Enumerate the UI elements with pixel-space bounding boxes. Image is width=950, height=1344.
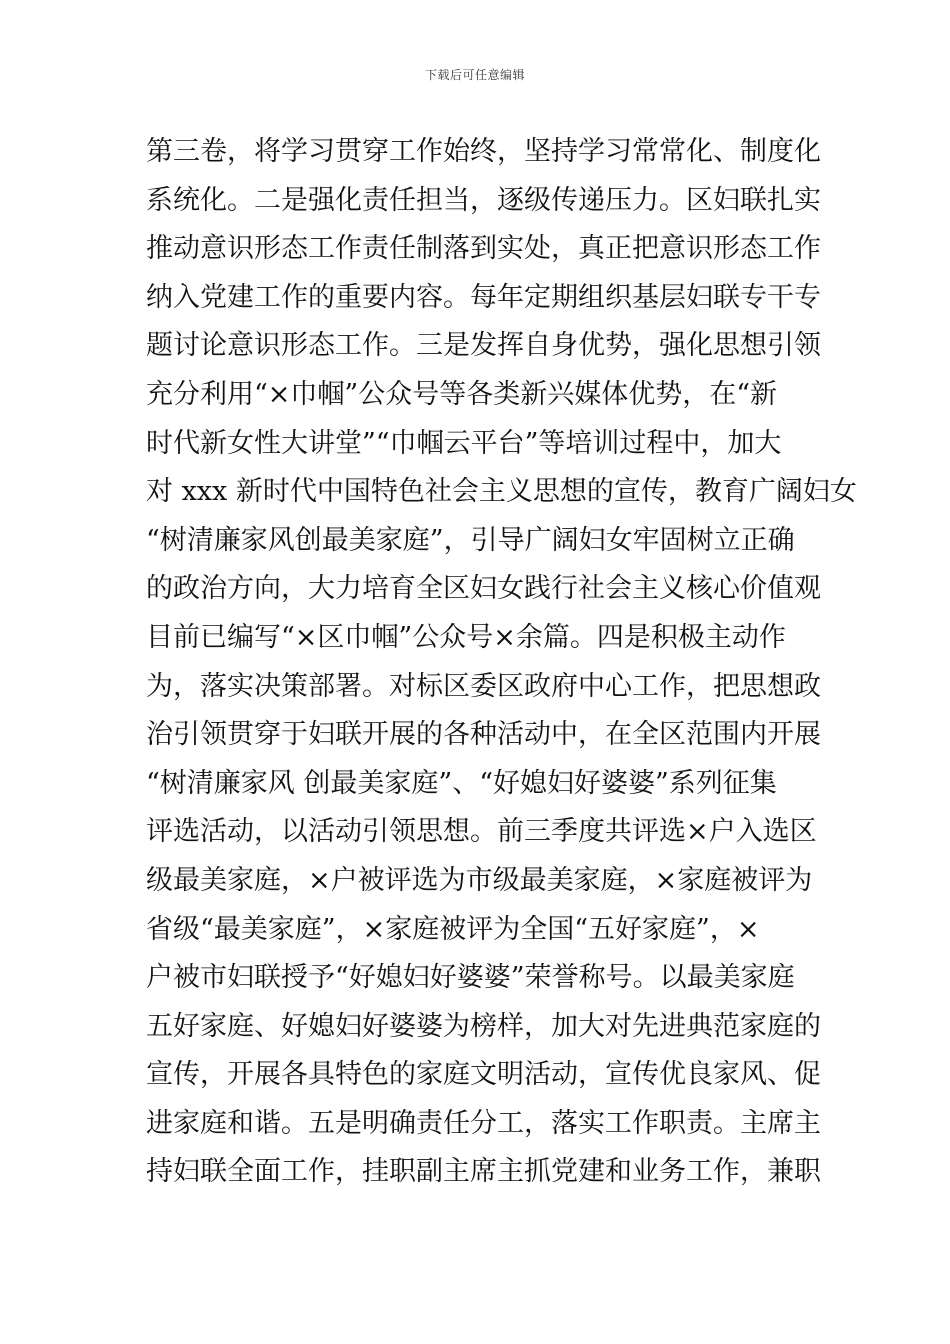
text-line: 题讨论意识形态工作。三是发挥自身优势，强化思想引领 [146,330,821,362]
text-line: 评选活动，以活动引领思想。前三季度共评选×户入选区 [146,816,817,848]
text-line: 治引领贯穿于妇联开展的各种活动中，在全区范围内开展 [146,719,821,751]
text-line: 户被市妇联授予“好媳妇好婆婆”荣誉称号。以最美家庭 [146,962,795,994]
text-line: 省级“最美家庭”，×家庭被评为全国“五好家庭”，× [146,913,760,945]
text-line: 第三卷，将学习贯穿工作始终，坚持学习常常化、制度化 [146,136,821,167]
text-line: 充分利用“×巾帼”公众号等各类新兴媒体优势，在“新 [146,378,778,410]
text-line: 持妇联全面工作，挂职副主席主抓党建和业务工作，兼职 [146,1156,821,1188]
text-line: 纳入党建工作的重要内容。每年定期组织基层妇联专干专 [146,281,821,313]
text-line: 对 xxx 新时代中国特色社会主义思想的宣传，教育广阔妇女 [146,476,857,508]
text-line: “树清廉家风 创最美家庭”、“好媳妇好婆婆”系列征集 [146,767,777,799]
text-line: 宣传，开展各具特色的家庭文明活动，宣传优良家风、促 [146,1059,821,1091]
text-line: 目前已编写“×区巾帼”公众号×余篇。四是积极主动作 [146,621,786,653]
text-line: 级最美家庭，×户被评选为市级最美家庭，×家庭被评为 [146,864,813,896]
page-header-note: 下载后可任意编辑 [424,68,525,82]
text-line: 时代新女性大讲堂”“巾帼云平台”等培训过程中，加大 [146,427,782,459]
body-text [146,128,857,1197]
text-line: 进家庭和谐。五是明确责任分工，落实工作职责。主席主 [146,1107,821,1139]
text-line: “树清廉家风创最美家庭”，引导广阔妇女牢固树立正确 [146,524,795,556]
text-line: 推动意识形态工作责任制落到实处，真正把意识形态工作 [146,233,821,265]
text-line: 五好家庭、好媳妇好婆婆为榜样，加大对先进典范家庭的 [146,1010,821,1042]
text-line: 的政治方向，大力培育全区妇女践行社会主义核心价值观 [146,573,821,605]
text-line: 为，落实决策部署。对标区委区政府中心工作，把思想政 [146,670,821,702]
text-line: 系统化。二是强化责任担当，逐级传递压力。区妇联扎实 [146,184,821,216]
